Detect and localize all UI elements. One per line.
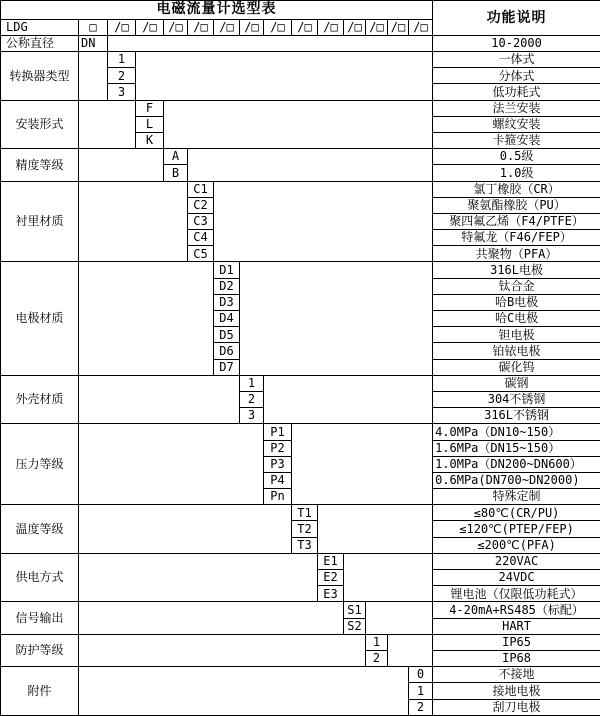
spacer-cell [79, 634, 366, 666]
option-desc: HART [433, 618, 600, 634]
category-label: 安装形式 [1, 100, 79, 149]
option-code: 1 [366, 634, 388, 650]
option-desc: 聚四氟乙烯（F4/PTFE） [433, 213, 600, 229]
option-desc: 0.6MPa(DN700~DN2000) [433, 472, 600, 488]
category-label-diameter: 公称直径 [1, 35, 79, 51]
option-desc: 碳钢 [433, 375, 600, 391]
option-desc: 特殊定制 [433, 489, 600, 505]
spacer-cell [108, 35, 433, 51]
option-desc: 钛合金 [433, 278, 600, 294]
option-desc: 碳化钨 [433, 359, 600, 375]
category-label: 温度等级 [1, 505, 79, 554]
spacer-cell [79, 100, 136, 149]
option-code: 2 [409, 699, 433, 715]
option-code: P4 [264, 472, 292, 488]
option-code: 1 [108, 52, 136, 68]
option-desc: 0.5级 [433, 149, 600, 165]
category-label: 防护等级 [1, 634, 79, 666]
model-slot-box-icon: /□ [366, 19, 388, 35]
option-code: T3 [292, 537, 318, 553]
option-desc: ≤80℃(CR/PU) [433, 505, 600, 521]
option-desc: 4-20mA+RS485（标配） [433, 602, 600, 618]
spacer-cell [79, 667, 409, 716]
model-slot-box-icon: /□ [240, 19, 264, 35]
option-code: 1 [240, 375, 264, 391]
model-slot-box-icon: /□ [264, 19, 292, 35]
model-base-box-icon: □ [79, 19, 108, 35]
option-code: 3 [240, 408, 264, 424]
category-label: 衬里材质 [1, 181, 79, 262]
option-desc: 锂电池（仅限低功耗式） [433, 586, 600, 602]
category-label: 附件 [1, 667, 79, 716]
option-desc: 特氟龙（F46/FEP） [433, 230, 600, 246]
option-desc: 刮刀电极 [433, 699, 600, 715]
option-desc: 哈B电极 [433, 294, 600, 310]
option-desc: 304不锈钢 [433, 391, 600, 407]
option-code: D7 [214, 359, 240, 375]
spacer-cell [79, 149, 164, 181]
option-desc: 螺纹安装 [433, 116, 600, 132]
option-code: K [136, 132, 164, 148]
option-code: F [136, 100, 164, 116]
option-code: L [136, 116, 164, 132]
model-slot-box-icon: /□ [318, 19, 344, 35]
spacer-cell [79, 52, 108, 101]
option-code: S2 [344, 618, 366, 634]
model-slot-box-icon: /□ [214, 19, 240, 35]
option-code: A [164, 149, 188, 165]
option-code: 0 [409, 667, 433, 683]
spacer-cell [188, 149, 433, 181]
category-label: 压力等级 [1, 424, 79, 505]
option-desc: 220VAC [433, 553, 600, 569]
option-desc: 氯丁橡胶（CR） [433, 181, 600, 197]
category-label: 外壳材质 [1, 375, 79, 424]
model-slot-box-icon: /□ [409, 19, 433, 35]
spacer-cell [264, 375, 433, 424]
option-code: S1 [344, 602, 366, 618]
spacer-cell [79, 181, 188, 262]
option-desc: 10-2000 [433, 35, 600, 51]
option-code: C5 [188, 246, 214, 262]
model-slot-box-icon: /□ [108, 19, 136, 35]
option-desc: 低功耗式 [433, 84, 600, 100]
model-slot-box-icon: /□ [136, 19, 164, 35]
option-desc: IP68 [433, 650, 600, 666]
option-desc: 共聚物（PFA） [433, 246, 600, 262]
option-desc: 不接地 [433, 667, 600, 683]
option-code: D1 [214, 262, 240, 278]
option-code: T1 [292, 505, 318, 521]
option-code: P1 [264, 424, 292, 440]
option-desc: 316L电极 [433, 262, 600, 278]
spacer-cell [79, 602, 344, 634]
option-desc: 铂铱电极 [433, 343, 600, 359]
option-desc: 卡箍安装 [433, 132, 600, 148]
option-code: P2 [264, 440, 292, 456]
option-code: 3 [108, 84, 136, 100]
option-code: C1 [188, 181, 214, 197]
model-slot-box-icon: /□ [292, 19, 318, 35]
option-desc: 接地电极 [433, 683, 600, 699]
option-code: C2 [188, 197, 214, 213]
option-desc: 分体式 [433, 68, 600, 84]
option-desc: 哈C电极 [433, 311, 600, 327]
spacer-cell [164, 100, 433, 149]
spacer-cell [79, 262, 214, 375]
option-desc: 法兰安装 [433, 100, 600, 116]
category-label: 精度等级 [1, 149, 79, 181]
page-title: 电磁流量计选型表 [1, 1, 433, 20]
category-label: 转换器类型 [1, 52, 79, 101]
option-code: B [164, 165, 188, 181]
option-desc: 24VDC [433, 570, 600, 586]
model-prefix: LDG [1, 19, 79, 35]
spacer-cell [79, 505, 292, 554]
spacer-cell [79, 375, 240, 424]
option-desc: 1.0MPa（DN200~DN600） [433, 456, 600, 472]
category-label: 供电方式 [1, 553, 79, 602]
option-code: 2 [108, 68, 136, 84]
spacer-cell [292, 424, 433, 505]
option-code: C4 [188, 230, 214, 246]
option-desc: ≤200℃(PFA) [433, 537, 600, 553]
option-code: E3 [318, 586, 344, 602]
option-code: D5 [214, 327, 240, 343]
option-code: 2 [366, 650, 388, 666]
spacer-cell [388, 634, 433, 666]
category-label: 电极材质 [1, 262, 79, 375]
option-desc: IP65 [433, 634, 600, 650]
option-code: E1 [318, 553, 344, 569]
option-desc: 4.0MPa（DN10~150） [433, 424, 600, 440]
option-code: P3 [264, 456, 292, 472]
option-desc: 1.0级 [433, 165, 600, 181]
function-column-header: 功能说明 [433, 1, 600, 36]
option-code: D2 [214, 278, 240, 294]
spacer-cell [240, 262, 433, 375]
option-code: DN [79, 35, 108, 51]
spacer-cell [136, 52, 433, 101]
spacer-cell [79, 424, 264, 505]
option-desc: 1.6MPa（DN15~150） [433, 440, 600, 456]
option-desc: 钽电极 [433, 327, 600, 343]
model-slot-box-icon: /□ [388, 19, 409, 35]
category-label: 信号输出 [1, 602, 79, 634]
option-desc: 316L不锈钢 [433, 408, 600, 424]
option-code: Pn [264, 489, 292, 505]
model-slot-box-icon: /□ [164, 19, 188, 35]
spacer-cell [214, 181, 433, 262]
spacer-cell [344, 553, 433, 602]
model-slot-box-icon: /□ [188, 19, 214, 35]
spacer-cell [318, 505, 433, 554]
option-desc: 聚氨酯橡胶（PU） [433, 197, 600, 213]
option-code: 2 [240, 391, 264, 407]
option-code: T2 [292, 521, 318, 537]
model-slot-box-icon: /□ [344, 19, 366, 35]
option-code: D3 [214, 294, 240, 310]
option-code: D6 [214, 343, 240, 359]
option-desc: ≤120℃(PTEP/FEP) [433, 521, 600, 537]
option-code: C3 [188, 213, 214, 229]
option-desc: 一体式 [433, 52, 600, 68]
option-code: 1 [409, 683, 433, 699]
spacer-cell [79, 553, 318, 602]
option-code: E2 [318, 570, 344, 586]
spacer-cell [366, 602, 433, 634]
option-code: D4 [214, 311, 240, 327]
